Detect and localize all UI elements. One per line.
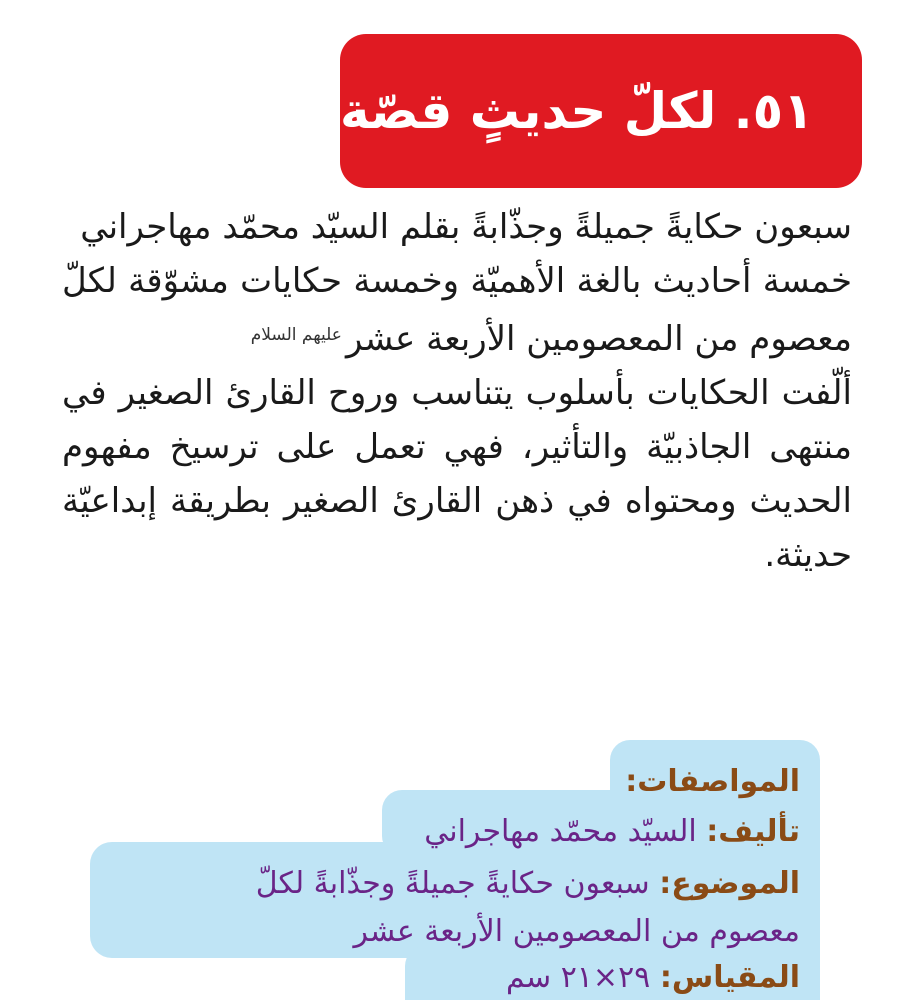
description-paragraph-2 xyxy=(62,254,852,366)
description-paragraph-3: ألّفت الحكايات بأسلوب يتناسب وروح القارئ الصغير في منتهى الجاذبيّة والتأثير، فهي تعمل على ترسيخ مفهوم الحديث ومحتواه في ذهن القارئ الصغير بطريقة إبداعيّة حديثة. xyxy=(62,373,852,575)
spec-subject-value-line2: معصوم من المعصومين الأربعة عشر xyxy=(353,914,800,949)
spec-subject-value-line1: سبعون حكايةً جميلةً وجذّابةً لكلّ xyxy=(255,866,650,901)
spec-author-label: تأليف: xyxy=(706,814,800,849)
spec-author-value: السيّد محمّد مهاجراني xyxy=(424,814,697,849)
description-text xyxy=(62,200,852,582)
description-paragraph-2-text: خمسة أحاديث بالغة الأهميّة وخمسة حكايات مشوّقة لكلّ معصوم من المعصومين الأربعة عشر xyxy=(62,261,852,359)
spec-size-label: المقياس: xyxy=(659,960,800,995)
honorific-mark: عليهم السلام xyxy=(250,325,342,345)
spec-author-row xyxy=(424,806,800,858)
spec-size-row xyxy=(506,952,800,1000)
spec-size-value: ٢٩×٢١ سم xyxy=(506,960,651,995)
side-watermark xyxy=(902,690,912,770)
title-banner xyxy=(340,34,862,188)
page-title: ٥١. لكلّ حديثٍ قصّة xyxy=(340,82,814,140)
spec-subject-row xyxy=(256,858,800,910)
description-paragraph-1: سبعون حكايةً جميلةً وجذّابةً بقلم السيّد محمّد مهاجراني xyxy=(80,207,852,247)
spec-subject-label: الموضوع: xyxy=(659,866,800,901)
specs-heading: المواصفات: xyxy=(625,764,800,799)
